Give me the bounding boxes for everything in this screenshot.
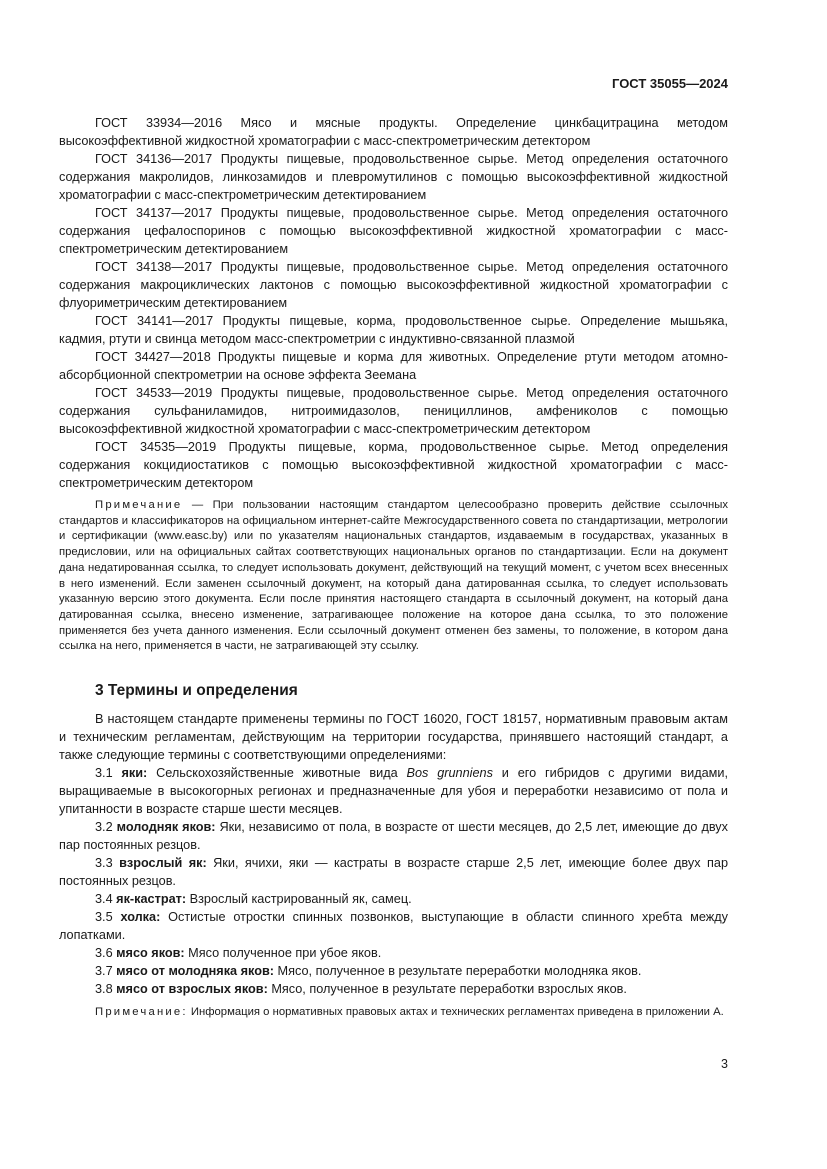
note-label: Примечание: [95,1006,188,1019]
note-text: Информация о нормативных правовых актах и технических регламентах приведена в приложении А. [187,1006,724,1019]
term-definition [59,818,728,854]
term-number: 3.2 [95,820,117,835]
references-note [59,498,728,655]
document-code-header: ГОСТ 35055—2024 [612,76,728,91]
term-name: мясо от молодняка яков: [116,964,275,979]
term-text: Мясо, полученное в результате переработки молодняка яков. [274,964,642,979]
term-name: як-кастрат: [116,892,187,907]
term-text: Мясо полученное при убое яков. [184,946,382,961]
reference-item: ГОСТ 33934—2016 Мясо и мясные продукты. Определение цинкбацитрацина методом высокоэффективной жидкостной хроматографии с масс-спектрометрическим детектором [59,116,728,148]
reference-item: ГОСТ 34138—2017 Продукты пищевые, продовольственное сырье. Метод определения остаточного содержания макроциклических лактонов с помощью высокоэффективной жидкостной хроматографии с флуориметрическим детектированием [59,260,728,310]
terms-note [59,1005,728,1021]
term-text: Сельскохозяйственные животные вида [147,766,407,781]
page-content [59,114,728,1021]
term-definition [59,890,728,908]
term-name: мясо от взрослых яков: [116,982,268,997]
term-name: взрослый як: [119,856,207,871]
term-text: Остистые отростки спинных позвонков, выступающие в области спинного хребта между лопатками. [59,910,728,943]
reference-item: ГОСТ 34533—2019 Продукты пищевые, продовольственное сырье. Метод определения остаточного содержания сульфаниламидов, нитроимидазолов, пенициллинов, амфениколов с помощью высокоэффективной жидкостной хроматографии с масс-спектрометрическим детектором [59,386,728,436]
term-text: Мясо, полученное в результате переработки взрослых яков. [267,982,627,997]
term-number: 3.5 [95,910,121,925]
term-definition [59,764,728,818]
term-text: и его гибридов с другими видами, выращиваемые в высокогорных регионах и предназначенные для убоя и переработки независимо от пола и упитанности в возрасте старше шести месяцев. [59,766,728,817]
reference-item: ГОСТ 34427—2018 Продукты пищевые и корма для животных. Определение ртути методом атомно-абсорбционной спектрометрии на основе эффекта Зеемана [59,350,728,382]
reference-item: ГОСТ 34535—2019 Продукты пищевые, корма, продовольственное сырье. Метод определения содержания кокцидиостатиков с помощью высокоэффективной жидкостной хроматографии с масс-спектрометрическим детектором [59,440,728,490]
term-name: мясо яков: [116,946,185,961]
note-text: — При пользовании настоящим стандартом целесообразно проверить действие ссылочных стандартов и классификаторов на официальном интернет-сайте Межгосударственного совета по стандартизации, метрологии и сертификации (www.easc.by) или по указателям национальных стандартов, издаваемым в государствах, указанных в предисловии, или на официальных сайтах соответствующих национальных органов по стандартизации. Если на документ дана недатированная ссылка, то следует использовать документ, действующий на текущий момент, с учетом всех внесенных в него изменений. Если заменен ссылочный документ, на который дана датированная ссылка, то следует использовать указанную версию этого документа. Если после принятия настоящего стандарта в ссылочный документ, на который дана датированная ссылка, внесено изменение, затрагивающее положение на которое дана ссылка, то это положение применяется без учета данного изменения. Если ссылочный документ отменен без замены, то положение, в котором дана ссылка на него, применяется в части, не затрагивающей эту ссылку. [59,499,728,653]
reference-item: ГОСТ 34137—2017 Продукты пищевые, продовольственное сырье. Метод определения остаточного содержания цефалоспоринов с помощью высокоэффективной жидкостной хроматографии с масс-спектрометрическим детектированием [59,206,728,256]
term-definition [59,944,728,962]
term-definition [59,980,728,998]
section-title: 3 Термины и определения [95,682,298,700]
term-text: Взрослый кастрированный як, самец. [186,892,412,907]
term-number: 3.4 [95,892,117,907]
term-definition [59,854,728,890]
term-number: 3.6 [95,946,117,961]
note-label: Примечание [95,499,183,511]
term-latin-name: Bos grunniens [406,766,493,781]
term-number: 3.7 [95,964,117,979]
term-name: молодняк яков: [116,820,216,835]
term-text: Яки, ячихи, яки — кастраты в возрасте старше 2,5 лет, имеющие более двух пар постоянных резцов. [59,856,728,889]
reference-item: ГОСТ 34141—2017 Продукты пищевые, корма, продовольственное сырье. Определение мышьяка, кадмия, ртути и свинца методом масс-спектрометрии с индуктивно-связанной плазмой [59,314,728,346]
term-number: 3.1 [95,766,122,781]
term-name: яки: [121,766,148,781]
term-definition [59,908,728,944]
page-number: 3 [721,1057,728,1071]
reference-item: ГОСТ 34136—2017 Продукты пищевые, продовольственное сырье. Метод определения остаточного содержания макролидов, линкозамидов и плевромутилинов с помощью высокоэффективной жидкостной хроматографии с масс-спектрометрическим детектированием [59,152,728,202]
term-definition [59,962,728,980]
term-number: 3.8 [95,982,117,997]
term-number: 3.3 [95,856,120,871]
normative-references-list [59,114,728,492]
section-intro: В настоящем стандарте применены термины по ГОСТ 16020, ГОСТ 18157, нормативным правовым актам и техническим регламентам, действующим на территории государства, принявшего настоящий стандарт, а также следующие термины с соответствующими определениями: [59,712,728,763]
term-name: холка: [120,910,161,925]
term-text: Яки, независимо от пола, в возрасте от шести месяцев, до 2,5 лет, имеющие до двух пар постоянных резцов. [59,820,728,853]
